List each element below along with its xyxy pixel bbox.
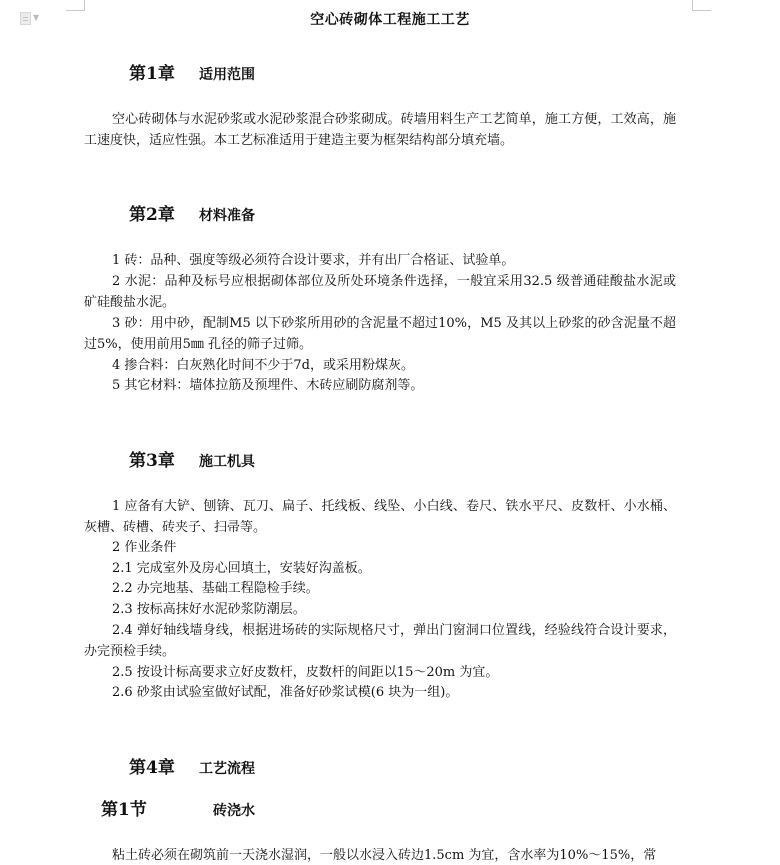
chapter-heading-2 xyxy=(129,200,255,225)
chapter-name: 材料准备 xyxy=(199,208,255,224)
chapter-number: 第1章 xyxy=(129,64,175,84)
list-item: 2 作业条件 xyxy=(112,540,177,555)
list-item: 3 砂：用中砂，配制M5 以下砂浆所用砂的含泥量不超过10%，M5 及其以上砂浆的砂含泥量不超过5%，使用前用5㎜ 孔径的筛子过筛。 xyxy=(84,316,676,352)
paragraph-watering: 粘土砖必须在砌筑前一天浇水湿润，一般以水浸入砖边1.5cm 为宜，含水率为10%～15%，常 xyxy=(112,848,657,863)
paragraph-scope: 空心砖砌体与水泥砂浆或水泥砂浆混合砂浆砌成。砖墙用料生产工艺简单，施工方便，工效高，施工速度快，适应性强。本工艺标准适用于建造主要为框架结构部分填充墙。 xyxy=(84,112,676,148)
list-item: 5 其它材料：墙体拉筋及预埋件、木砖应刷防腐剂等。 xyxy=(112,378,424,393)
chapter-number: 第4章 xyxy=(129,758,175,778)
section-name: 砖浇水 xyxy=(213,803,255,819)
section-heading-1 xyxy=(101,795,255,820)
list-item: 2.3 按标高抹好水泥砂浆防潮层。 xyxy=(112,602,306,617)
chapter-name: 工艺流程 xyxy=(199,761,255,777)
list-item: 2 水泥：品种及标号应根据砌体部位及所处环境条件选择，一般宜采用32.5 级普通硅酸盐水泥或矿硅酸盐水泥。 xyxy=(84,274,676,310)
list-item: 2.6 砂浆由试验室做好试配，准备好砂浆试模(6 块为一组)。 xyxy=(112,685,459,700)
list-item: 2.4 弹好轴线墙身线，根据进场砖的实际规格尺寸，弹出门窗洞口位置线，经验线符合设计要求，办完预检手续。 xyxy=(84,623,676,659)
list-item: 2.2 办完地基、基础工程隐检手续。 xyxy=(112,581,319,596)
chapter-heading-3 xyxy=(129,446,255,471)
chapter-number: 第3章 xyxy=(129,451,175,471)
chevron-down-icon: ▼ xyxy=(33,13,40,22)
document-title: 空心砖砌体工程施工工艺 xyxy=(310,12,470,28)
chapter-number: 第2章 xyxy=(129,205,175,225)
list-item: 4 掺合料：白灰熟化时间不少于7d，或采用粉煤灰。 xyxy=(112,358,414,373)
list-item: 2.1 完成室外及房心回填土，安装好沟盖板。 xyxy=(112,561,371,576)
list-item: 1 砖：品种、强度等级必须符合设计要求，并有出厂合格证、试验单。 xyxy=(112,253,515,268)
list-item: 2.5 按设计标高要求立好皮数杆，皮数杆的间距以15～20m 为宜。 xyxy=(112,665,499,680)
section-number: 第1节 xyxy=(101,800,147,820)
chapter-heading-1 xyxy=(129,59,255,84)
chapter-name: 适用范围 xyxy=(199,67,255,83)
list-item: 1 应备有大铲、刨锛、瓦刀、扁子、托线板、线坠、小白线、卷尺、铁水平尺、皮数杆、小水桶、灰槽、砖槽、砖夹子、扫帚等。 xyxy=(84,499,676,535)
chapter-name: 施工机具 xyxy=(199,454,255,470)
chapter-heading-4 xyxy=(129,753,255,778)
